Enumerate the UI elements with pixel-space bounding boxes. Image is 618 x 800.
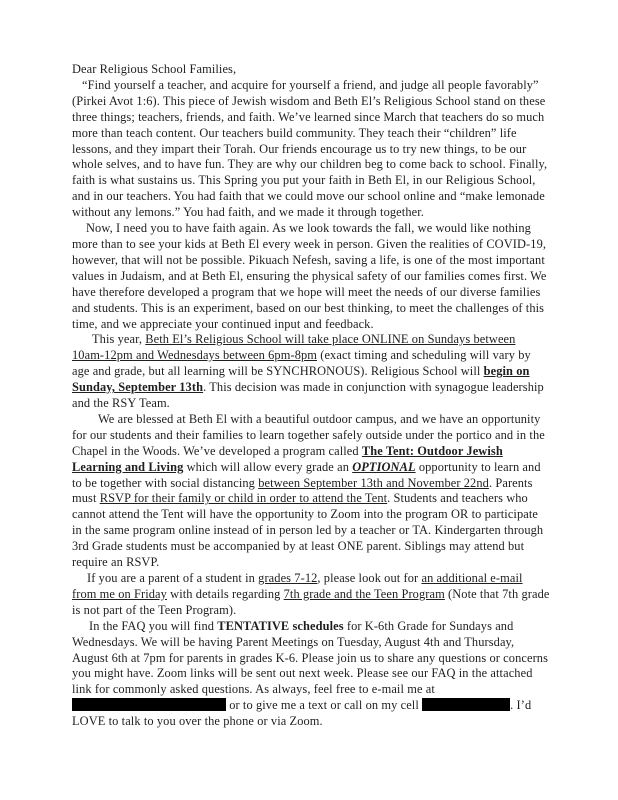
- paragraph-teachers-friends-faith: [72, 78, 550, 221]
- text-segment: In the FAQ you will find: [89, 618, 218, 633]
- text-segment: grades 7-12: [258, 571, 318, 585]
- text-segment: The Tent: Outdoor Jewish Learning and Living: [72, 443, 503, 474]
- text-segment: (exact timing and scheduling will vary by age and grade, but all learning will be SYNCHRONOUS). Religious School will: [72, 348, 531, 379]
- redacted-phone-number: [422, 698, 510, 711]
- text-segment: (Note that 7th grade is not part of the Teen Program).: [72, 586, 550, 617]
- paragraph-faq-meetings-closing: [72, 619, 550, 730]
- text-segment: This year,: [92, 332, 146, 347]
- text-segment: for K-6th Grade for Sundays and Wednesdays. We will be having Parent Meetings on Tuesday, August 4th and Thursday, August 6th at 7pm for parents in grades K-6. Please join us to share any questions or concerns you might have. Zoom links will be sent out next week. Please see our FAQ in the attached link for commonly asked questions. As always, feel free to e-mail me at: [72, 618, 549, 697]
- text-segment: which will allow every grade an: [183, 459, 353, 474]
- redacted-email-address: [72, 698, 226, 711]
- text-segment: If you are a parent of a student in: [87, 571, 259, 585]
- text-segment: . I’d LOVE to talk to you over the phone or via Zoom.: [72, 698, 532, 729]
- text-segment: . Parents must: [72, 475, 533, 506]
- text-segment: “Find yourself a teacher, and acquire for yourself a friend, and judge all people favorably” (Pirkei Avot 1:6). This piece of Jewish wisdom and Beth El’s Religious School stand on these three things; teachers, friends, and faith. We’ve learned since March that teachers do so much more than teach content. Our teachers build community. They teach their “children” life lessons, and they impart their Torah. Our friends encourage us to try new things, to be our whole selves, and to have fun. They are why our children beg to come back to school. Finally, faith is what sustains us. This Spring you put your faith in Beth El, in our Religious School, and in our teachers. You had faith that we could move our school online and “make lemonade without any lemons.” You had faith, and we made it through together.: [72, 77, 548, 220]
- text-segment: , please look out for: [317, 571, 422, 585]
- text-segment: between September 13th and November 22nd: [258, 475, 489, 490]
- text-segment: We are blessed at Beth El with a beautiful outdoor campus, and we have an opportunity for our students and their families to learn together safely outside under the portico and in the Chapel in the Woods. We’ve developed a program called: [72, 411, 545, 458]
- paragraph-faith-again-covid: [72, 221, 550, 332]
- text-segment: with details regarding: [166, 586, 284, 601]
- text-segment: begin on Sunday, September 13th: [72, 364, 530, 395]
- text-segment: . Students and teachers who cannot attend the Tent will have the opportunity to Zoom into the program OR to participate in the same program online instead of in person led by a teacher or TA. Kindergarten through 3rd Grade students must be accompanied by at least ONE parent. Siblings may attend but require an RSVP.: [72, 491, 544, 570]
- text-segment: opportunity to learn and to be together with social distancing: [72, 459, 541, 490]
- text-segment: or to give me a text or call on my cell: [226, 698, 423, 713]
- text-segment: Beth El’s Religious School will take place ONLINE on Sundays between 10am-12pm and Wednesdays between 6pm-8pm: [72, 332, 516, 363]
- salutation: [72, 62, 550, 78]
- text-segment: . This decision was made in conjunction with synagogue leadership and the RSY Team.: [72, 380, 544, 411]
- text-segment: an additional e-mail from me on Friday: [72, 571, 523, 601]
- text-segment: Dear Religious School Families,: [72, 62, 237, 76]
- letter-body: [72, 62, 550, 730]
- text-segment: TENTATIVE schedules: [217, 618, 344, 633]
- text-segment: 7th grade and the Teen Program: [283, 586, 445, 601]
- text-segment: RSVP for their family or child in order to attend the Tent: [99, 491, 388, 506]
- text-segment: Now, I need you to have faith again. As we look towards the fall, we would like nothing more than to see your kids at Beth El every week in person. Given the realities of COVID-19, however, that will not be possible. Pikuach Nefesh, saving a life, is one of the most important values in Judaism, and at Beth El, ensuring the physical safety of our families comes first. We have therefore developed a program that we hope will meet the needs of our diverse families and students. This is an experiment, based on our best thinking, to meet the challenges of this time, and we appreciate your continued input and feedback.: [72, 221, 547, 331]
- text-segment: OPTIONAL: [352, 459, 416, 474]
- paragraph-online-schedule: [72, 332, 550, 412]
- paragraph-grades-7-12-teen-program: [72, 571, 550, 619]
- paragraph-the-tent-program: [72, 412, 550, 571]
